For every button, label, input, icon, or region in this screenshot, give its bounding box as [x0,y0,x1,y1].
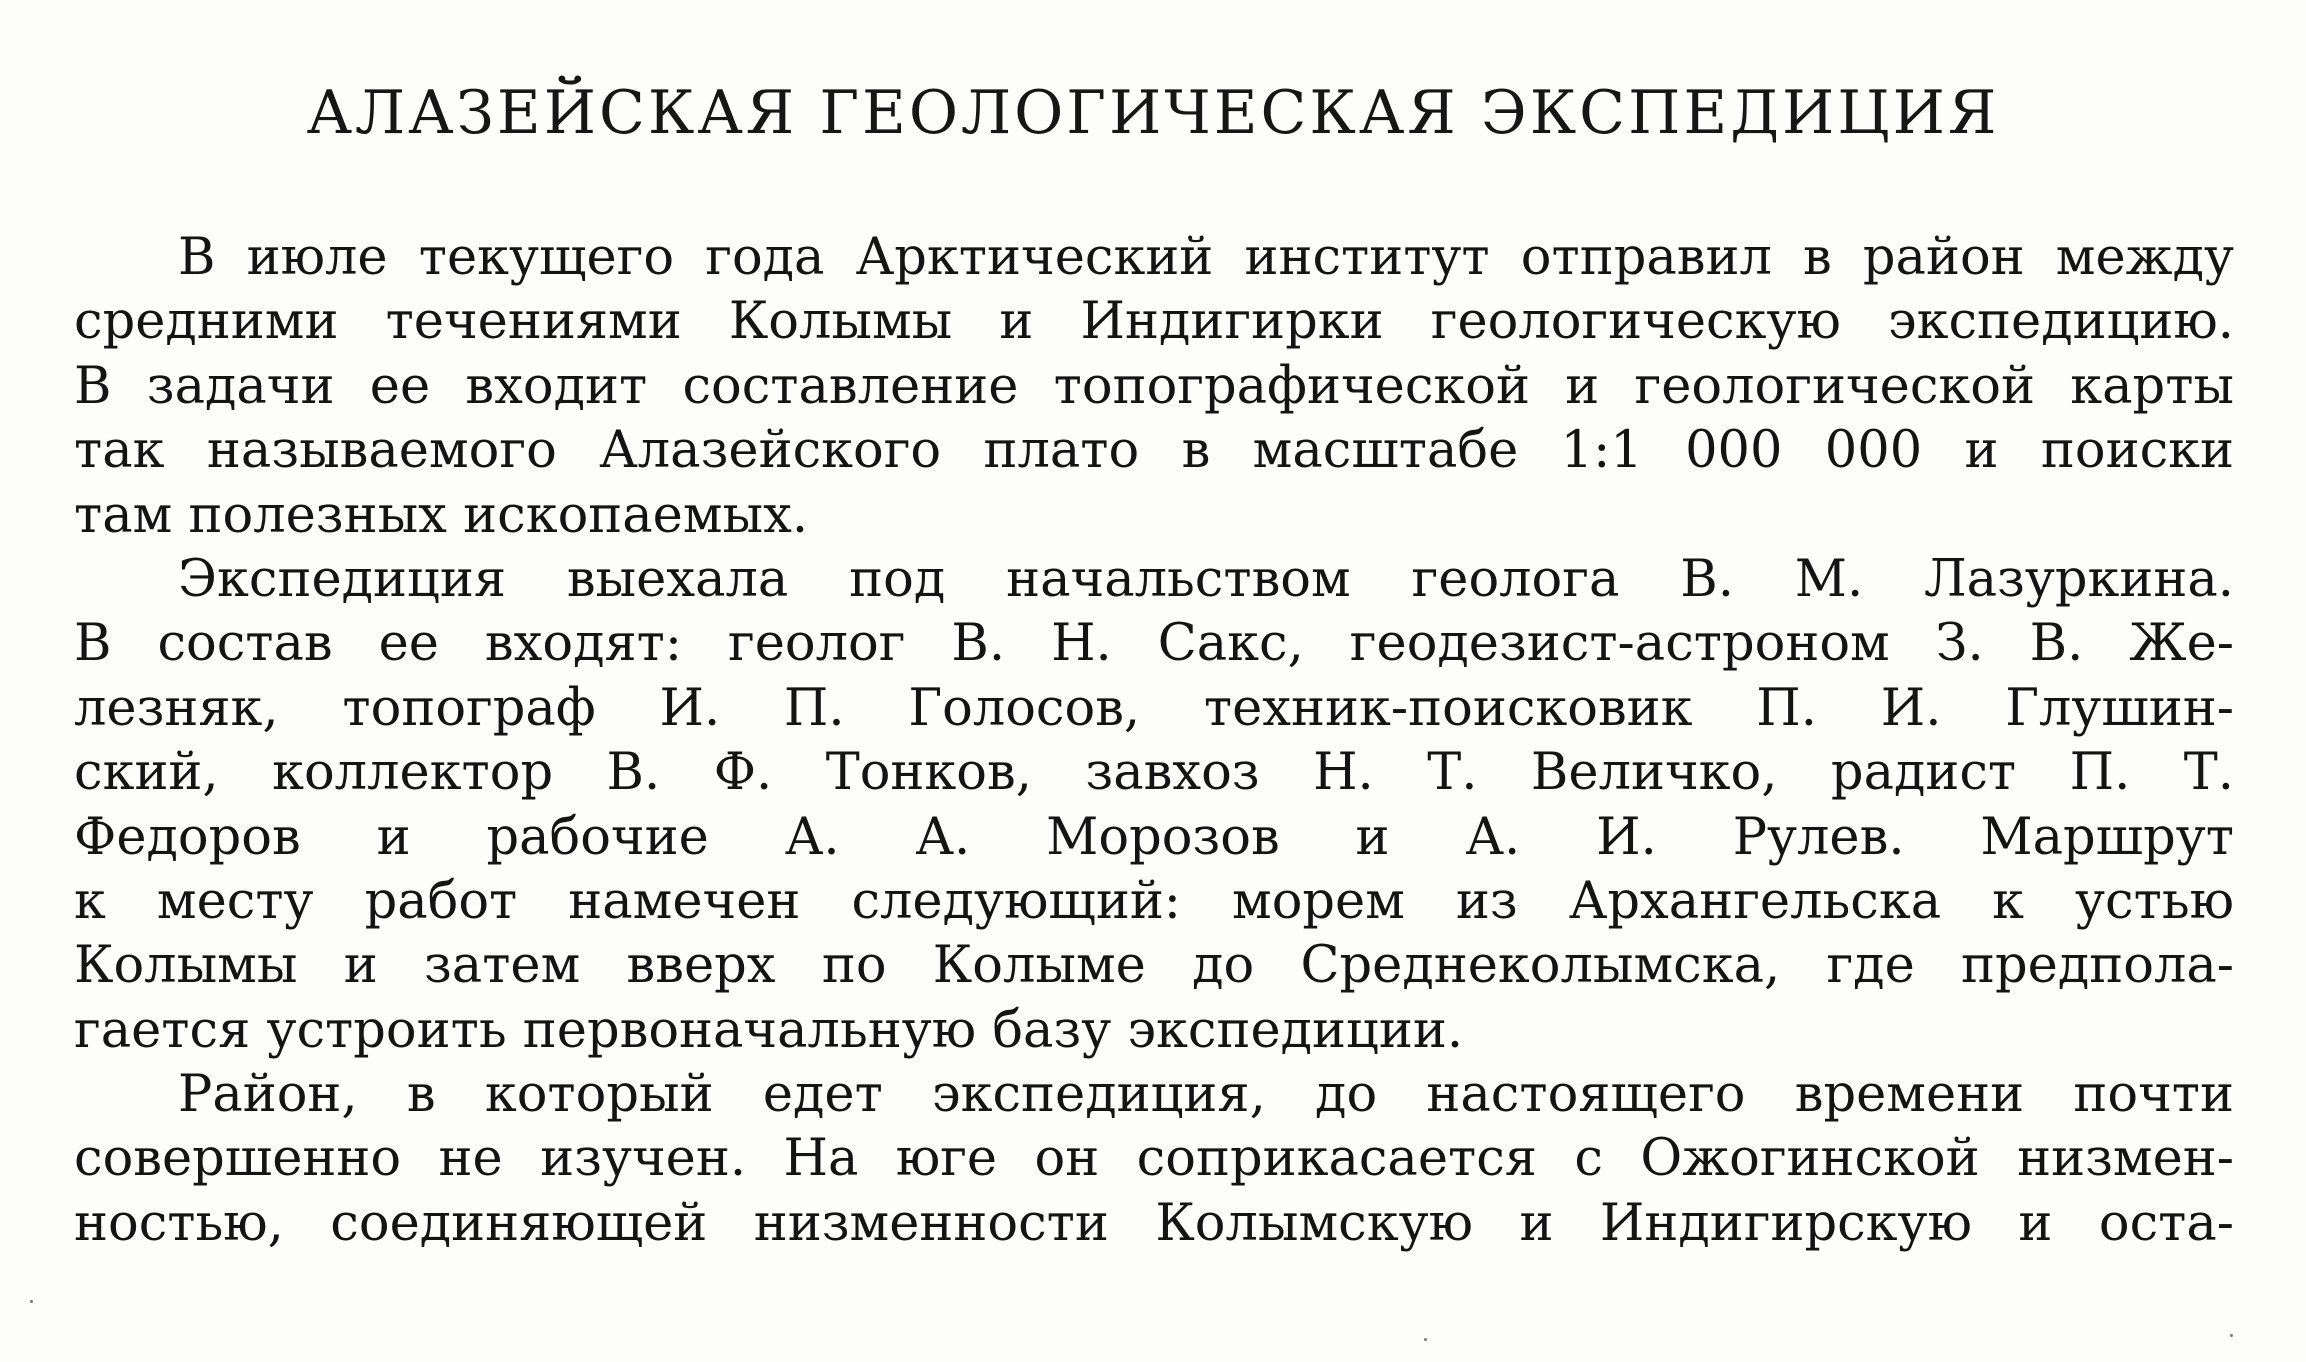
scan-speck [2230,1334,2233,1337]
text-line: Район, в который едет экспедиция, до настоящего времени почти [178,1065,2234,1125]
text-line: В задачи ее входит составление топографической и геологической карты [74,356,2234,416]
text-line: В июле текущего года Арктический институт отправил в район между [178,228,2234,287]
text-line: Экспедиция выехала под начальством геолога В. М. Лазуркина. [178,549,2234,609]
text-line: к месту работ намечен следующий: морем из Архангельска к устью [74,871,2234,931]
text-line: лезняк, топограф И. П. Голосов, техник-поисковик П. И. Глушин- [74,678,2234,738]
text-line: средними течениями Колымы и Индигирки геологическую экспедицию. [74,292,2234,352]
text-line: ностью, соединяющей низменности Колымскую и Индигирскую и оста- [74,1193,2234,1253]
text-line: ский, коллектор В. Ф. Тонков, завхоз Н. Т. Величко, радист П. Т. [74,743,2234,803]
article-body [74,226,2234,1256]
text-line: Колымы и затем вверх по Колыме до Среднеколымска, где предпола- [74,936,2234,996]
page-title: АЛАЗЕЙСКАЯ ГЕОЛОГИЧЕСКАЯ ЭКСПЕДИЦИЯ [306,78,2000,148]
text-line: гается устроить первоначальную базу экспедиции. [74,1000,1464,1060]
scan-speck [30,1300,33,1303]
text-line: Федоров и рабочие А. А. Морозов и А. И. Рулев. Маршрут [74,807,2234,867]
text-line: В состав ее входят: геолог В. Н. Сакс, геодезист-астроном З. В. Же- [74,614,2234,674]
text-line: совершенно не изучен. На юге он соприкасается с Ожогинской низмен- [74,1129,2234,1189]
text-line: так называемого Алазейского плато в масштабе 1:1 000 000 и поиски [74,421,2234,481]
text-line: там полезных ископаемых. [74,485,809,545]
scan-speck [1424,1338,1427,1341]
